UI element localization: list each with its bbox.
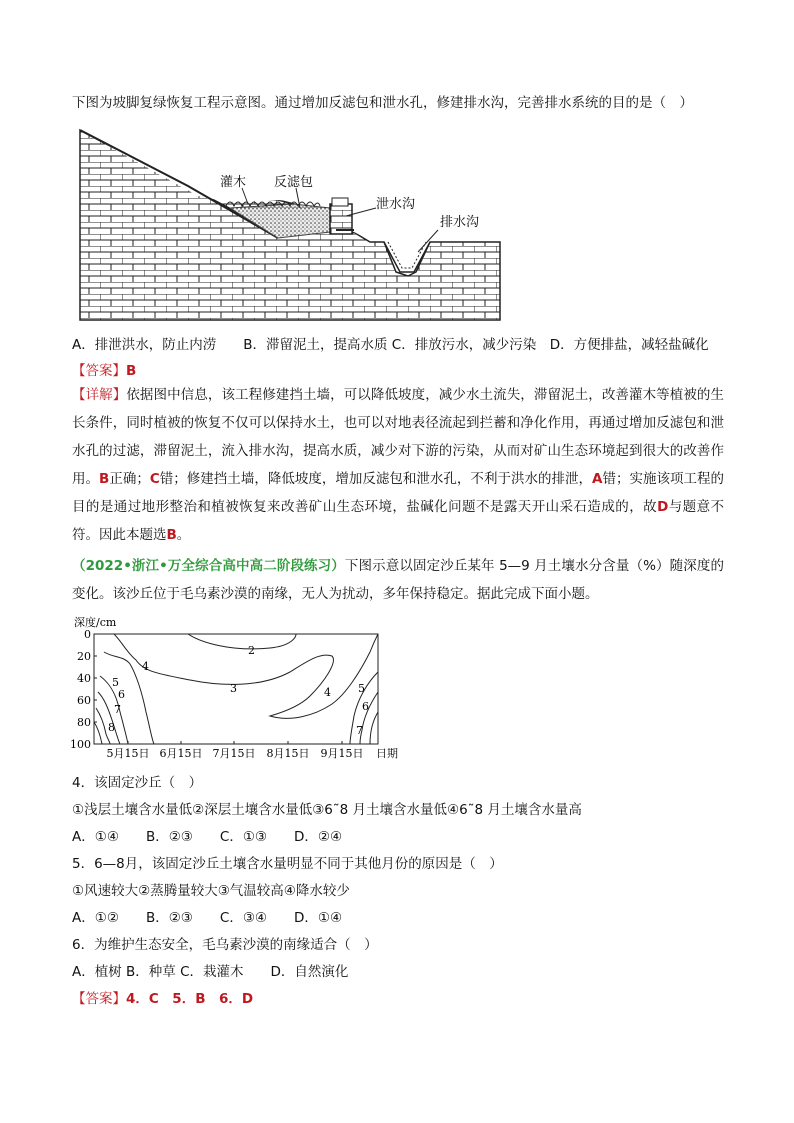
detail-text-2: 正确； (109, 471, 150, 487)
contour-label-4b: 4 (324, 686, 331, 699)
contour-label-5: 5 (112, 676, 119, 689)
label-drain-ditch: 排水沟 (440, 215, 480, 230)
y-tick-20: 20 (77, 650, 91, 663)
detail-text-5: 与题意不符。因此本题选 (72, 499, 725, 543)
y-ticks (70, 628, 91, 751)
contour-label-2: 2 (248, 644, 255, 657)
contour-label-6r: 6 (362, 700, 369, 713)
detail-tag: 【详解】 (72, 387, 127, 403)
detail-text-4: 错；实施该项工程的目的是通过地形整治和植被恢复来改善矿山生态环境，盐碱化问题不是露天开山采石造成的，故 (72, 471, 725, 515)
q5-options: A．①② B．②③ C．③④ D．①④ (72, 910, 343, 926)
detail-text-1: 依据图中信息，该工程修建挡土墙，可以降低坡度，减少水土流失，滞留泥土，改善灌木等植被的生长条件，同时植被的恢复不仅可以保持水土，也可以对地表径流起到拦蓄和净化作用，再通过增加反滤包和泄水孔的过滤，滞留泥土，流入排水沟，提高水质，减少对下游的污染，从而对矿山生态环境起到很大的改善作用。 (72, 387, 725, 487)
contour-label-7: 7 (114, 703, 121, 716)
y-tick-0: 0 (84, 628, 91, 641)
slope-greening-diagram (78, 126, 502, 322)
y-tick-40: 40 (77, 672, 91, 685)
contour-8 (94, 722, 102, 744)
answer2-value: 4．C 5．B 6．D (126, 991, 254, 1007)
x-tick-jul: 7月15日 (212, 747, 256, 760)
x-tick-jun: 6月15日 (159, 747, 203, 760)
answer-tag: 【答案】 (72, 363, 126, 379)
contour-label-6: 6 (118, 688, 125, 701)
question-intro: 下图为坡脚复绿恢复工程示意图。通过增加反滤包和泄水孔，修建排水沟，完善排水系统的目的是（ ） (72, 95, 693, 111)
detail-final: B (166, 527, 177, 543)
y-tick-60: 60 (77, 694, 91, 707)
detail-d: D (657, 499, 669, 515)
y-tick-80: 80 (77, 716, 91, 729)
group2-text: 下图示意以固定沙丘某年 5—9 月土壤水分含量（%）随深度的变化。该沙丘位于毛乌素沙漠的南缘，无人为扰动，多年保持稳定。据此完成下面小题。 (72, 558, 724, 602)
detail-a: A (592, 471, 603, 487)
q5-stem: 5．6—8月，该固定沙丘土壤含水量明显不同于其他月份的原因是（ ） (72, 856, 503, 872)
answer-2 (72, 990, 253, 1008)
detail-c: C (149, 471, 160, 487)
q4-items: ①浅层土壤含水量低②深层土壤含水量低③6˜8 月土壤含水量低④6˜8 月土壤含水量高 (72, 802, 582, 818)
detail-text-3: 错；修建挡土墙，降低坡度，增加反滤包和泄水孔，不利于洪水的排泄， (159, 471, 592, 487)
soil-moisture-contour-chart (70, 612, 410, 762)
chart-xlabel: 日期 (376, 747, 398, 760)
label-drain-hole: 泄水沟 (376, 197, 416, 212)
q6-stem: 6．为维护生态安全，毛乌素沙漠的南缘适合（ ） (72, 937, 378, 953)
group2-intro (72, 552, 724, 608)
question-options: A．排泄洪水，防止内涝 B．滞留泥土，提高水质 C．排放污水，减少污染 D．方便排盐，减轻盐碱化 (72, 337, 709, 353)
contour-label-3: 3 (230, 682, 237, 695)
q4-options: A．①④ B．②③ C．①③ D．②④ (72, 829, 343, 845)
x-tick-sep: 9月15日 (320, 747, 364, 760)
answer-1 (72, 362, 136, 380)
contour-label-4a: 4 (142, 660, 149, 673)
contour-3 (114, 634, 378, 718)
contour-2 (188, 634, 296, 649)
answer-value: B (126, 363, 137, 379)
detail-end: 。 (176, 527, 191, 543)
x-tick-may: 5月15日 (106, 747, 150, 760)
q4-stem: 4．该固定沙丘（ ） (72, 775, 203, 791)
detail-paragraph (72, 381, 724, 549)
contour-label-8: 8 (108, 721, 115, 734)
contour-label-5r: 5 (358, 682, 365, 695)
detail-b: B (99, 471, 110, 487)
contour-label-7r: 7 (356, 724, 363, 737)
q5-items: ①风速较大②蒸腾量较大③气温较高④降水较少 (72, 883, 350, 899)
q6-options: A．植树 B．种草 C．栽灌木 D．自然演化 (72, 964, 349, 980)
group2-source: （2022•浙江•万全综合高中高二阶段练习） (72, 558, 345, 574)
label-filter-bag: 反滤包 (274, 175, 314, 190)
chart-ylabel: 深度/cm (74, 616, 117, 629)
x-ticks (107, 747, 364, 760)
x-tick-aug: 8月15日 (266, 747, 310, 760)
answer2-tag: 【答案】 (72, 991, 126, 1007)
contour-7r (370, 712, 378, 744)
label-shrub: 灌木 (220, 175, 247, 190)
y-tick-100: 100 (70, 738, 91, 751)
